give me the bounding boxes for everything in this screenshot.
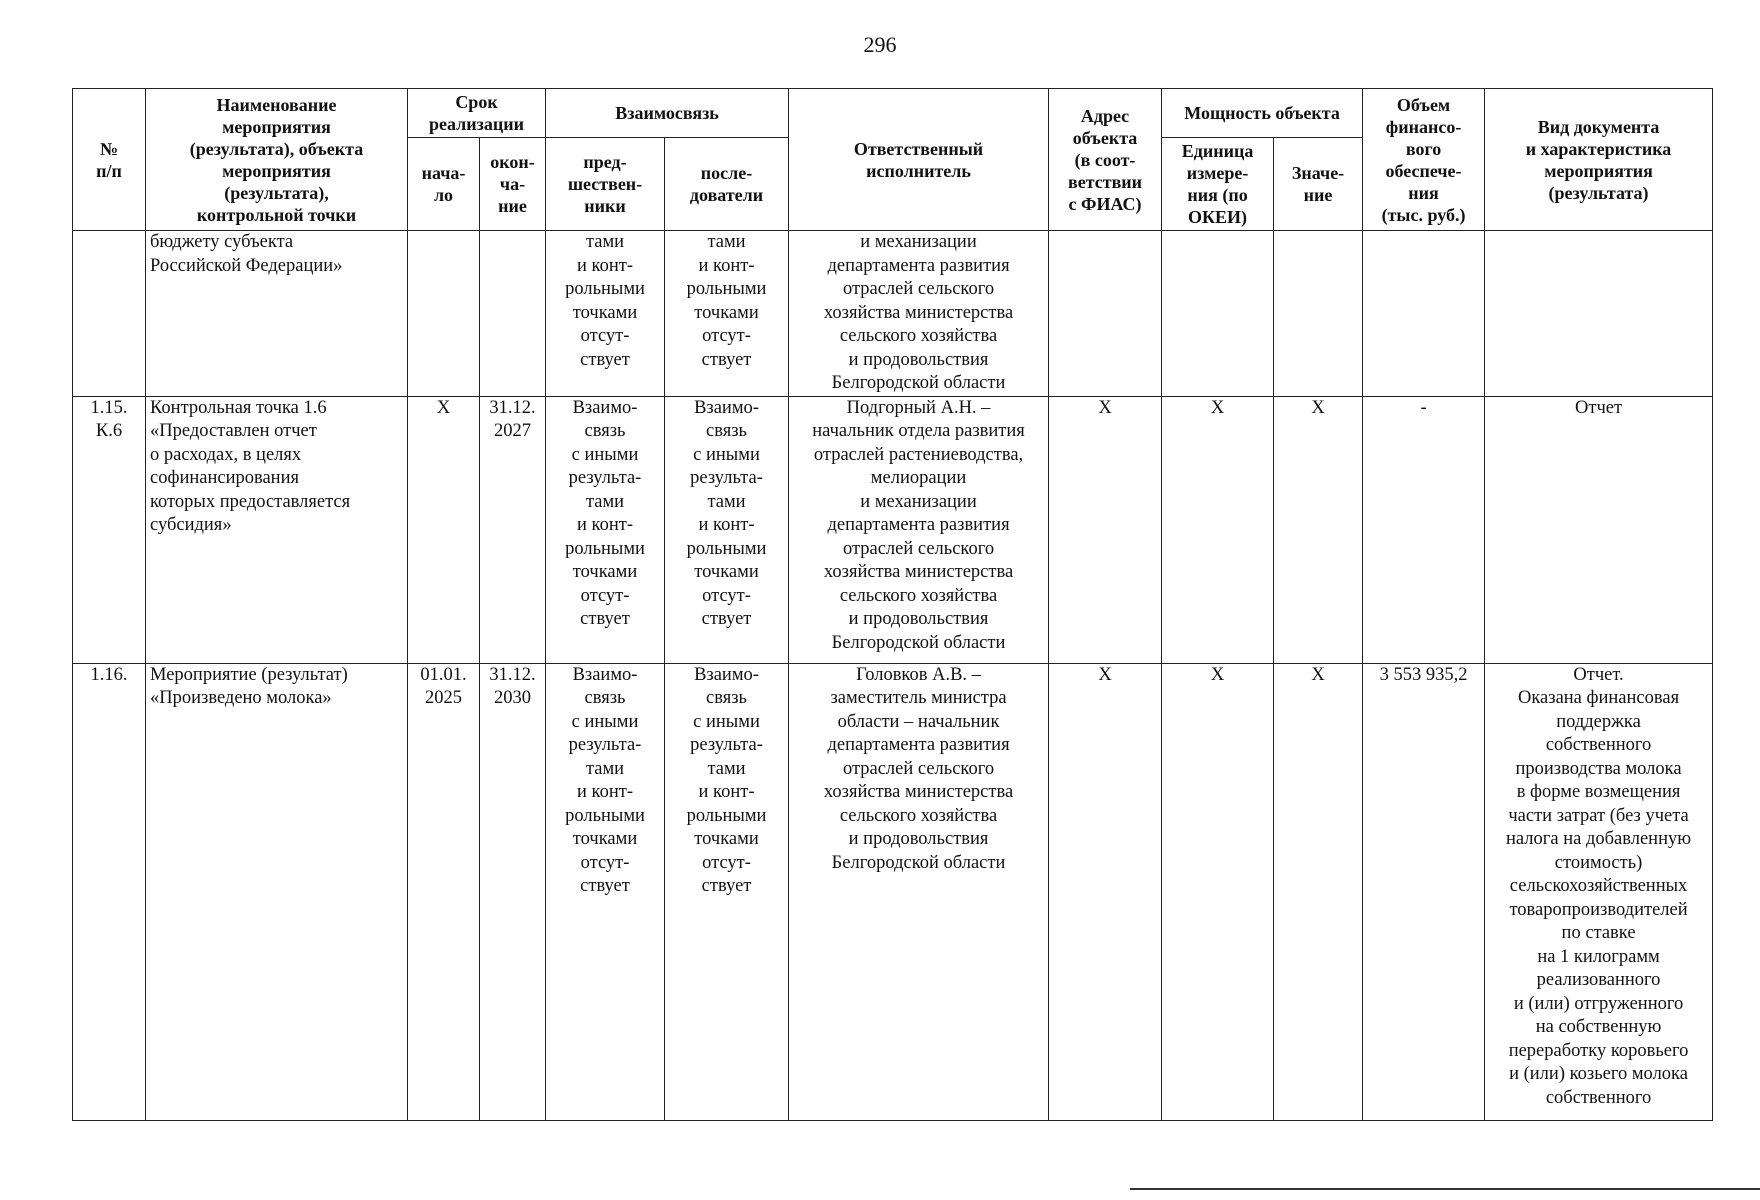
cell-successors: Взаимо- связь с иными результа- тами и конт- рольными точками отсут- ствует: [665, 663, 789, 1120]
cell-predecessors: Взаимо- связь с иными результа- тами и конт- рольными точками отсут- ствует: [546, 396, 665, 663]
cell-unit: [1162, 231, 1274, 397]
cell-name: Контрольная точка 1.6 «Предоставлен отчет о расходах, в целях софинансирования которых предоставляется субсидия»: [146, 396, 408, 663]
cell-responsible: Головков А.В. – заместитель министра области – начальник департамента развития отраслей сельского хозяйства министерства сельского хозяйства и продовольствия Белгородской области: [789, 663, 1049, 1120]
header-capacity: Мощность объекта: [1162, 89, 1363, 138]
scan-edge-line: [1130, 1188, 1760, 1190]
header-term: Срок реализации: [408, 89, 546, 138]
cell-unit: X: [1162, 396, 1274, 663]
header-num: № п/п: [73, 89, 146, 231]
cell-successors: тами и конт- рольными точками отсут- ствует: [665, 231, 789, 397]
cell-num: 1.15. К.6: [73, 396, 146, 663]
cell-value: [1274, 231, 1363, 397]
cell-finance: -: [1363, 396, 1485, 663]
header-unit: Единица измере- ния (по ОКЕИ): [1162, 138, 1274, 231]
header-relation: Взаимосвязь: [546, 89, 789, 138]
cell-finance: 3 553 935,2: [1363, 663, 1485, 1120]
cell-finance: [1363, 231, 1485, 397]
cell-responsible: и механизации департамента развития отраслей сельского хозяйства министерства сельского хозяйства и продовольствия Белгородской области: [789, 231, 1049, 397]
table-row: [73, 231, 1713, 397]
cell-value: X: [1274, 396, 1363, 663]
header-term-end: окон- ча- ние: [480, 138, 546, 231]
cell-address: [1049, 231, 1162, 397]
cell-end: 31.12. 2027: [480, 396, 546, 663]
cell-address: X: [1049, 663, 1162, 1120]
header-finance: Объем финансо- вого обеспече- ния (тыс. руб.): [1363, 89, 1485, 231]
cell-successors: Взаимо- связь с иными результа- тами и конт- рольными точками отсут- ствует: [665, 396, 789, 663]
cell-predecessors: Взаимо- связь с иными результа- тами и конт- рольными точками отсут- ствует: [546, 663, 665, 1120]
header-responsible: Ответственный исполнитель: [789, 89, 1049, 231]
header-predecessors: пред- шествен- ники: [546, 138, 665, 231]
cell-name: бюджету субъекта Российской Федерации»: [146, 231, 408, 397]
cell-name: Мероприятие (результат) «Произведено молока»: [146, 663, 408, 1120]
cell-start: X: [408, 396, 480, 663]
table-row: [73, 663, 1713, 1120]
header-term-start: нача- ло: [408, 138, 480, 231]
header-value: Значе- ние: [1274, 138, 1363, 231]
header-doc-type: Вид документа и характеристика мероприятия (результата): [1485, 89, 1713, 231]
header-row-1: [73, 89, 1713, 138]
cell-num: [73, 231, 146, 397]
activities-table: [72, 88, 1713, 1121]
cell-end: [480, 231, 546, 397]
cell-num: 1.16.: [73, 663, 146, 1120]
header-address: Адрес объекта (в соот- ветствии с ФИАС): [1049, 89, 1162, 231]
cell-address: X: [1049, 396, 1162, 663]
cell-start: [408, 231, 480, 397]
cell-start: 01.01. 2025: [408, 663, 480, 1120]
cell-doc-type: [1485, 231, 1713, 397]
cell-doc-type: Отчет. Оказана финансовая поддержка собственного производства молока в форме возмещения части затрат (без учета налога на добавленную стоимость) сельскохозяйственных товаропроизводителей по ставке на 1 килограмм реализованного и (или) отгруженного на собственную переработку коровьего и (или) козьего молока собственного: [1485, 663, 1713, 1120]
cell-doc-type: Отчет: [1485, 396, 1713, 663]
cell-responsible: Подгорный А.Н. – начальник отдела развития отраслей растениеводства, мелиорации и механизации департамента развития отраслей сельского хозяйства министерства сельского хозяйства и продовольствия Белгородской области: [789, 396, 1049, 663]
cell-end: 31.12. 2030: [480, 663, 546, 1120]
header-successors: после- дователи: [665, 138, 789, 231]
header-name: Наименование мероприятия (результата), объекта мероприятия (результата), контрольной точки: [146, 89, 408, 231]
cell-value: X: [1274, 663, 1363, 1120]
cell-predecessors: тами и конт- рольными точками отсут- ствует: [546, 231, 665, 397]
cell-unit: X: [1162, 663, 1274, 1120]
page-number: 296: [863, 32, 897, 57]
table-row: [73, 396, 1713, 663]
